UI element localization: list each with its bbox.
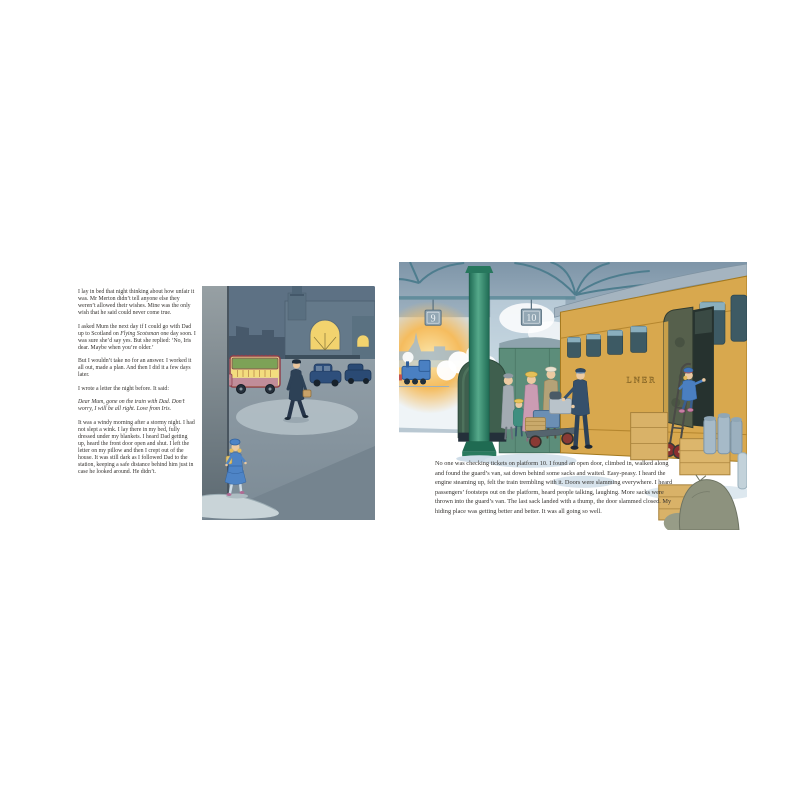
left-page-text <box>78 289 196 482</box>
paragraph <box>78 324 196 352</box>
night-street-illustration <box>202 286 375 520</box>
small-lit-window <box>357 335 369 347</box>
bag-dark <box>549 391 561 399</box>
paragraph-text: I asked Mum the next day if I could go with Dad up to Scotland on <box>78 323 192 337</box>
lamplight-pool <box>236 399 358 435</box>
letter-excerpt: Dear Mum, gone on the train with Dad. Don’t worry, I will be all right. Love from Iris. <box>78 399 185 412</box>
paragraph: But I wouldn’t take no for an answer. I worked it all out, made a plan. And then I did it a few days later. <box>78 358 192 378</box>
sign-10-label: 10 <box>526 313 537 325</box>
satchel <box>303 390 311 397</box>
paragraph: I wrote a letter the night before. It said: <box>78 385 169 392</box>
basket-tan <box>525 418 545 431</box>
paragraph: It was a windy morning after a stormy night. I had not slept a wink. I lay there in my bed, fully dressed under my blankets. I heard Dad getting up, heard the front door open and shut. I left the letter on my pillow and then I crept out of the house. It was still dark as I followed Dad to the station, keeping a safe distance behind him just in case he looked around. He didn’t. <box>78 419 195 475</box>
foreground-wall <box>202 286 229 503</box>
paragraph-text: one day soon. I was sure she’d say yes. But she replied: ‘No, Iris dear. Maybe when you’re older.’ <box>78 330 196 351</box>
milk-churns <box>704 413 747 489</box>
left-page <box>60 262 400 536</box>
suitcase-pale <box>549 399 571 414</box>
blue-beret <box>230 439 240 445</box>
right-page <box>399 262 747 536</box>
paragraph: I lay in bed that night thinking about how unfair it was. Mr Merton didn’t tell anyone else they weren’t allowed their wishes. Mine was the only wish that he said could never come true. <box>78 289 195 316</box>
lner-lettering: LNER <box>626 374 657 385</box>
right-page-text <box>435 459 676 517</box>
paragraph: No one was checking tickets on platform 10. I found an open door, climbed in, walked along and found the guard’s van, sat down behind some sacks and waited. Easy-peasy. I heard the engine steaming up, felt the train trembling with it. Doors were slamming everywhere. I heard passengers’ footsteps out on the platform, heard people talking, laughing. More sacks were thrown into the guard’s van. The last sack landed with a thump, the door slammed closed. My hiding place was getting better and better. It was all going so well. <box>435 460 673 515</box>
sign-9-label: 9 <box>430 313 436 325</box>
train-name: Flying Scotsman <box>120 330 159 337</box>
